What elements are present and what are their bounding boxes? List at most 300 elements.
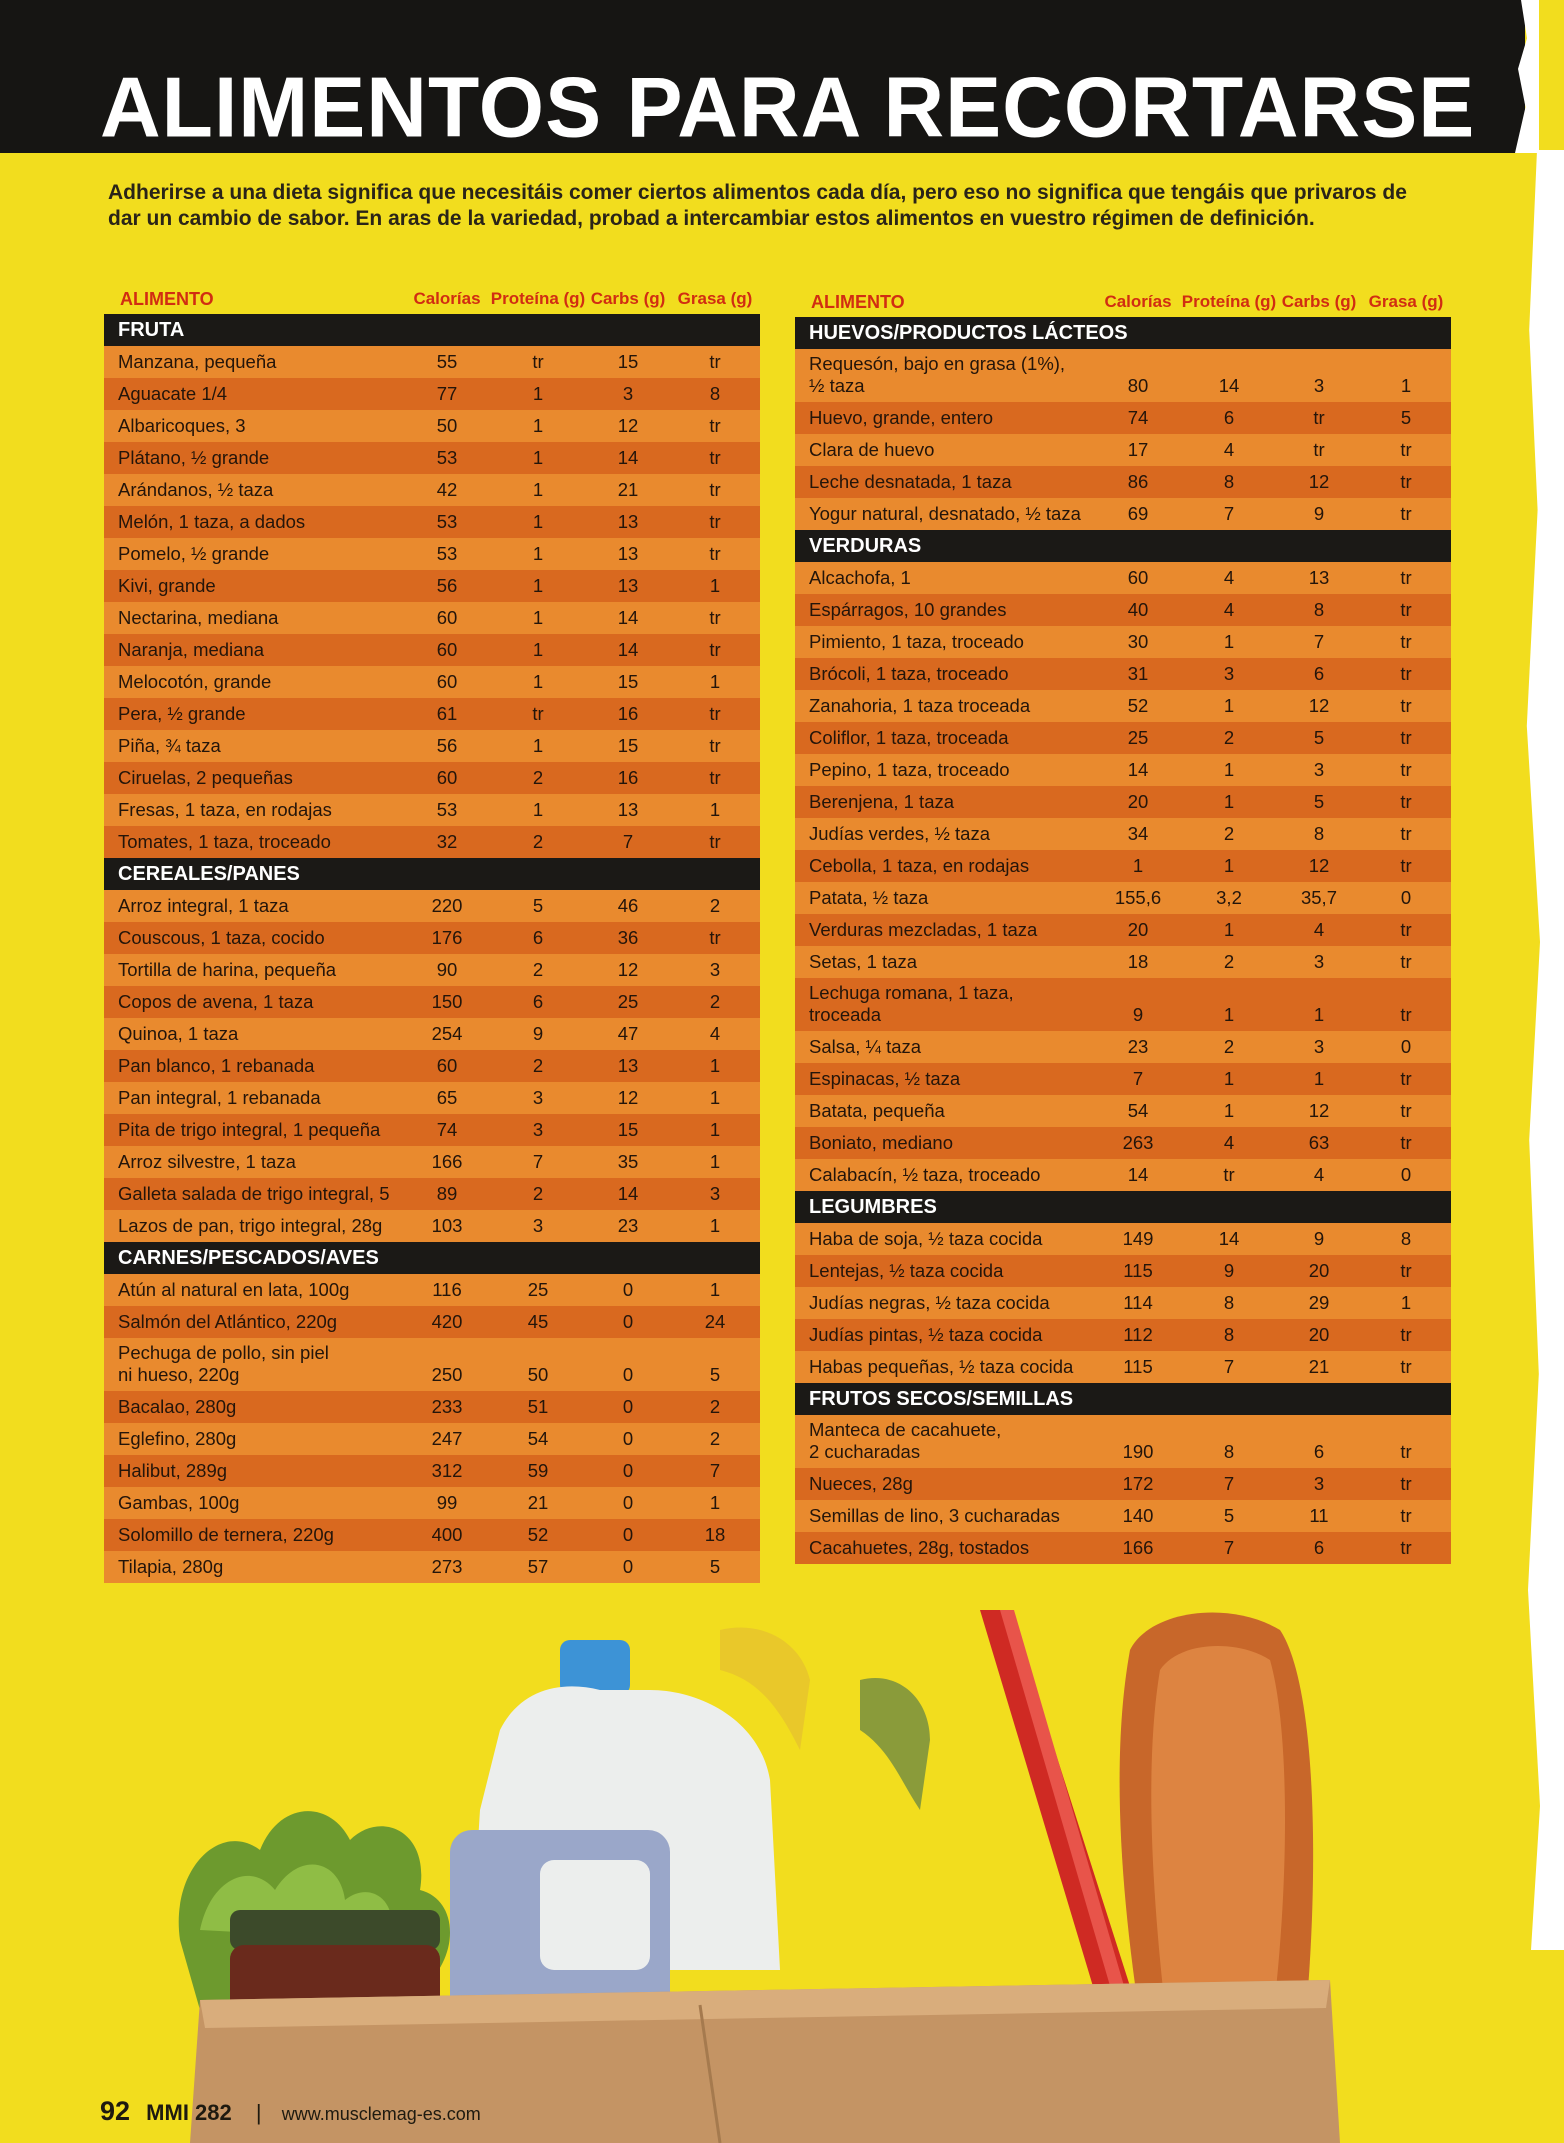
food-table-right <box>795 287 1451 1564</box>
nutrient-value: 1 <box>709 1087 721 1108</box>
nutrient-value: 20 <box>1127 791 1149 812</box>
nutrient-value: 1 <box>1223 1100 1235 1121</box>
nutrient-value: 116 <box>432 1279 462 1300</box>
nutrient-value: 2 <box>1223 951 1235 972</box>
food-name: Habas pequeñas, ½ taza cocida <box>809 1356 1074 1377</box>
nutrient-value: 1 <box>1400 375 1412 396</box>
column-header: Grasa (g) <box>1368 292 1444 311</box>
food-name: Kivi, grande <box>118 575 216 596</box>
nutrient-value: 3 <box>1313 1473 1325 1494</box>
nutrient-value: 3 <box>1313 1036 1325 1057</box>
table-row <box>795 349 1451 402</box>
nutrient-value: 25 <box>1127 727 1149 748</box>
nutrient-value: 0 <box>1400 1164 1412 1185</box>
nutrient-value: 1 <box>709 1279 721 1300</box>
nutrient-value: 14 <box>1218 1228 1240 1249</box>
nutrient-value: 7 <box>1132 1068 1144 1089</box>
nutrient-value: 90 <box>436 959 458 980</box>
nutrient-value: 42 <box>436 479 458 500</box>
nutrient-value: 53 <box>436 447 458 468</box>
nutrient-value: 1 <box>1223 759 1235 780</box>
table-row <box>104 1519 760 1551</box>
table-row <box>104 762 760 794</box>
nutrient-value: 6 <box>1313 663 1325 684</box>
nutrient-value: 2 <box>532 959 544 980</box>
nutrient-value: tr <box>709 479 721 500</box>
nutrient-value: 6 <box>1313 1537 1325 1558</box>
section-header: LEGUMBRES <box>795 1191 1451 1223</box>
table-row <box>104 1391 760 1423</box>
nutrient-value: 1 <box>532 735 544 756</box>
nutrient-value: 8 <box>1313 599 1325 620</box>
nutrient-value: 2 <box>709 1428 721 1449</box>
table-row <box>104 634 760 666</box>
food-name: Espárragos, 10 grandes <box>809 599 1007 620</box>
nutrient-value: 12 <box>1308 1100 1330 1121</box>
nutrient-value: 21 <box>617 479 639 500</box>
table-row <box>795 786 1451 818</box>
website-url[interactable]: www.musclemag-es.com <box>281 2104 481 2124</box>
nutrient-value: 15 <box>617 1119 639 1140</box>
nutrient-value: 8 <box>1400 1228 1412 1249</box>
column-header: ALIMENTO <box>120 288 214 309</box>
nutrient-value: 3,2 <box>1216 887 1242 908</box>
table-row <box>104 1146 760 1178</box>
table-row <box>104 1178 760 1210</box>
nutrient-value: tr <box>1400 727 1412 748</box>
table-row <box>795 754 1451 786</box>
nutrient-value: 9 <box>532 1023 544 1044</box>
food-name: Coliflor, 1 taza, troceada <box>809 727 1009 748</box>
food-name: Galleta salada de trigo integral, 5 <box>118 1183 390 1204</box>
table-row <box>104 602 760 634</box>
table-row <box>795 1159 1451 1191</box>
nutrient-value: 20 <box>1308 1260 1330 1281</box>
food-name: Copos de avena, 1 taza <box>118 991 314 1012</box>
nutrient-value: tr <box>1400 695 1412 716</box>
nutrient-value: 60 <box>1127 567 1149 588</box>
food-name: Cebolla, 1 taza, en rodajas <box>809 855 1030 876</box>
nutrient-value: tr <box>1400 471 1412 492</box>
nutrient-value: 1 <box>709 1055 721 1076</box>
nutrient-value: 7 <box>532 1151 544 1172</box>
nutrient-value: tr <box>1400 1100 1412 1121</box>
nutrient-value: 52 <box>1127 695 1149 716</box>
nutrient-value: 4 <box>1313 1164 1325 1185</box>
table-row <box>104 666 760 698</box>
nutrient-value: 9 <box>1313 503 1325 524</box>
nutrient-value: 103 <box>431 1215 463 1236</box>
table-row <box>795 946 1451 978</box>
nutrient-value: 11 <box>1309 1505 1329 1526</box>
nutrient-value: 7 <box>1223 503 1235 524</box>
nutrient-value: 312 <box>431 1460 463 1481</box>
table-row <box>795 850 1451 882</box>
nutrient-value: 1 <box>1223 791 1235 812</box>
torn-edge-top <box>1509 0 1539 153</box>
nutrient-value: 1 <box>1313 1068 1325 1089</box>
table-row <box>795 1319 1451 1351</box>
nutrient-value: 1 <box>1223 695 1235 716</box>
nutrient-value: 3 <box>709 1183 721 1204</box>
nutrient-value: 40 <box>1127 599 1149 620</box>
nutrient-value: 32 <box>436 831 458 852</box>
nutrient-value: 1 <box>532 607 544 628</box>
food-name: Halibut, 289g <box>118 1460 228 1481</box>
nutrient-value: 5 <box>1313 791 1325 812</box>
nutrient-value: 16 <box>617 767 639 788</box>
nutrient-value: tr <box>1400 1505 1412 1526</box>
nutrient-value: 86 <box>1127 471 1149 492</box>
nutrient-value: 5 <box>1223 1505 1235 1526</box>
section-header: VERDURAS <box>795 530 1451 562</box>
food-name: Patata, ½ taza <box>809 887 929 908</box>
nutrient-value: tr <box>1400 791 1412 812</box>
nutrient-value: 8 <box>1223 1324 1235 1345</box>
nutrient-value: tr <box>1400 439 1412 460</box>
nutrient-value: 3 <box>1313 375 1325 396</box>
nutrient-value: tr <box>1400 503 1412 524</box>
nutrient-value: 34 <box>1127 823 1149 844</box>
food-name: Batata, pequeña <box>809 1100 945 1121</box>
nutrient-value: 190 <box>1122 1441 1154 1462</box>
table-row <box>795 626 1451 658</box>
column-header: Proteína (g) <box>490 289 586 308</box>
nutrient-value: 3 <box>532 1119 544 1140</box>
nutrient-value: 13 <box>617 1055 639 1076</box>
nutrient-value: 0 <box>622 1311 634 1332</box>
nutrient-value: 115 <box>1123 1356 1153 1377</box>
food-name: Lazos de pan, trigo integral, 28g <box>118 1215 383 1236</box>
nutrient-value: 1 <box>709 575 721 596</box>
food-name: Semillas de lino, 3 cucharadas <box>809 1505 1060 1526</box>
table-row <box>795 434 1451 466</box>
nutrient-value: 45 <box>527 1311 549 1332</box>
nutrient-value: 6 <box>1313 1441 1325 1462</box>
table-row <box>795 722 1451 754</box>
nutrient-value: 57 <box>527 1556 549 1577</box>
nutrient-value: tr <box>1313 407 1325 428</box>
nutrient-value: 9 <box>1223 1260 1235 1281</box>
nutrient-value: 1 <box>532 639 544 660</box>
food-name: Setas, 1 taza <box>809 951 917 972</box>
nutrient-value: 140 <box>1122 1505 1154 1526</box>
table-row <box>104 986 760 1018</box>
nutrient-value: 2 <box>532 767 544 788</box>
food-name: Bacalao, 280g <box>118 1396 237 1417</box>
nutrient-value: 8 <box>709 383 721 404</box>
food-name: Pechuga de pollo, sin piel ni hueso, 220g <box>118 1342 329 1385</box>
nutrient-value: 2 <box>709 991 721 1012</box>
nutrient-value: 12 <box>617 415 639 436</box>
nutrient-value: 31 <box>1127 663 1149 684</box>
nutrient-value: 30 <box>1127 631 1149 652</box>
nutrient-value: 65 <box>436 1087 458 1108</box>
nutrient-value: 2 <box>1223 823 1235 844</box>
nutrient-value: 20 <box>1308 1324 1330 1345</box>
food-name: Berenjena, 1 taza <box>809 791 955 812</box>
nutrient-value: 0 <box>622 1428 634 1449</box>
nutrient-value: 1 <box>709 1151 721 1172</box>
nutrient-value: 155,6 <box>1114 887 1162 908</box>
food-table-left <box>104 284 760 1583</box>
nutrient-value: 112 <box>1123 1324 1153 1345</box>
food-name: Pomelo, ½ grande <box>118 543 270 564</box>
nutrient-value: 1 <box>1223 1004 1235 1025</box>
food-name: Boniato, mediano <box>809 1132 953 1153</box>
nutrient-value: 1 <box>709 671 721 692</box>
food-name: Brócoli, 1 taza, troceado <box>809 663 1009 684</box>
table-row <box>104 378 760 410</box>
nutrient-value: tr <box>1400 1260 1412 1281</box>
nutrient-value: 60 <box>436 767 458 788</box>
nutrient-value: 8 <box>1223 1292 1235 1313</box>
intro-paragraph: Adherirse a una dieta significa que necesitáis comer ciertos alimentos cada día, pero eso no significa que tengáis que privaros de dar un cambio de sabor. En aras de la variedad, probad a intercambiar estos alimentos en vuestro régimen de definición. <box>108 181 1407 230</box>
section-header: CARNES/PESCADOS/AVES <box>104 1242 760 1274</box>
nutrient-value: 115 <box>1123 1260 1153 1281</box>
food-name: Cacahuetes, 28g, tostados <box>809 1537 1030 1558</box>
table-row <box>795 1532 1451 1564</box>
food-name: Melocotón, grande <box>118 671 272 692</box>
nutrient-value: 24 <box>704 1311 726 1332</box>
nutrient-value: 0 <box>622 1279 634 1300</box>
nutrient-value: 1 <box>532 415 544 436</box>
nutrient-value: tr <box>1400 759 1412 780</box>
page-number: 92 <box>100 2096 131 2126</box>
nutrient-value: 20 <box>1127 919 1149 940</box>
section-header: FRUTOS SECOS/SEMILLAS <box>795 1383 1451 1415</box>
nutrient-value: 14 <box>617 607 639 628</box>
nutrient-value: 254 <box>431 1023 463 1044</box>
nutrient-value: tr <box>1400 919 1412 940</box>
column-header: Carbs (g) <box>590 289 666 308</box>
table-row <box>795 914 1451 946</box>
nutrient-value: 74 <box>436 1119 458 1140</box>
food-name: Pera, ½ grande <box>118 703 246 724</box>
food-name: Pan blanco, 1 rebanada <box>118 1055 315 1076</box>
table-row <box>795 1063 1451 1095</box>
nutrient-value: 400 <box>431 1524 463 1545</box>
nutrient-value: tr <box>709 927 721 948</box>
table-row <box>104 730 760 762</box>
table-row <box>104 538 760 570</box>
nutrient-value: tr <box>709 447 721 468</box>
column-header: Calorías <box>413 289 481 308</box>
nutrient-value: 53 <box>436 543 458 564</box>
grocery-bag-illustration <box>0 1610 1564 2143</box>
nutrient-value: 3 <box>532 1087 544 1108</box>
food-name: Fresas, 1 taza, en rodajas <box>118 799 332 820</box>
food-name: Melón, 1 taza, a dados <box>118 511 306 532</box>
nutrient-value: 54 <box>1127 1100 1149 1121</box>
nutrient-value: tr <box>709 511 721 532</box>
food-name: Judías pintas, ½ taza cocida <box>809 1324 1043 1345</box>
nutrient-value: 2 <box>532 1183 544 1204</box>
nutrient-value: tr <box>1400 823 1412 844</box>
nutrient-value: 2 <box>709 895 721 916</box>
nutrient-value: 5 <box>1400 407 1412 428</box>
table-row <box>795 1255 1451 1287</box>
table-row <box>795 1468 1451 1500</box>
table-row <box>795 594 1451 626</box>
nutrient-value: 14 <box>617 639 639 660</box>
table-row <box>104 954 760 986</box>
food-name: Eglefino, 280g <box>118 1428 237 1449</box>
table-row <box>104 1210 760 1242</box>
table-row <box>795 402 1451 434</box>
food-name: Manzana, pequeña <box>118 351 277 372</box>
nutrient-value: 69 <box>1127 503 1149 524</box>
food-name: Haba de soja, ½ taza cocida <box>809 1228 1043 1249</box>
nutrient-value: 23 <box>617 1215 639 1236</box>
nutrient-value: 12 <box>1308 695 1330 716</box>
nutrient-value: 4 <box>1223 439 1235 460</box>
table-row <box>104 1423 760 1455</box>
table-row <box>795 1500 1451 1532</box>
table-row <box>104 506 760 538</box>
section-header: CEREALES/PANES <box>104 858 760 890</box>
nutrient-value: 1 <box>1132 855 1144 876</box>
nutrient-value: 4 <box>1223 599 1235 620</box>
nutrient-value: 15 <box>617 735 639 756</box>
nutrient-value: 0 <box>622 1460 634 1481</box>
nutrient-value: 172 <box>1122 1473 1154 1494</box>
nutrient-value: 8 <box>1313 823 1325 844</box>
nutrient-value: 89 <box>436 1183 458 1204</box>
nutrient-value: 150 <box>431 991 463 1012</box>
nutrient-value: 14 <box>1127 1164 1149 1185</box>
table-row <box>795 498 1451 530</box>
table-row <box>104 1551 760 1583</box>
food-name: Piña, ¾ taza <box>118 735 221 756</box>
nutrient-value: tr <box>1400 1473 1412 1494</box>
nutrient-value: 1 <box>1223 855 1235 876</box>
food-name: Salsa, ¼ taza <box>809 1036 922 1057</box>
table-row <box>795 1351 1451 1383</box>
nutrient-value: 54 <box>527 1428 549 1449</box>
nutrient-value: 6 <box>532 991 544 1012</box>
nutrient-value: tr <box>1400 599 1412 620</box>
nutrient-value: 50 <box>436 415 458 436</box>
food-name: Quinoa, 1 taza <box>118 1023 239 1044</box>
nutrient-value: tr <box>709 831 721 852</box>
nutrient-value: tr <box>1313 439 1325 460</box>
nutrient-value: 114 <box>1123 1292 1153 1313</box>
table-row <box>104 346 760 378</box>
nutrient-value: 176 <box>431 927 463 948</box>
nutrient-value: 13 <box>1308 567 1330 588</box>
section-header: FRUTA <box>104 314 760 346</box>
nutrient-value: 4 <box>1223 1132 1235 1153</box>
food-name: Aguacate 1/4 <box>118 383 228 404</box>
nutrient-value: 0 <box>622 1524 634 1545</box>
food-name: Albaricoques, 3 <box>118 415 246 436</box>
food-name: Atún al natural en lata, 100g <box>118 1279 350 1300</box>
nutrient-value: 14 <box>617 447 639 468</box>
nutrient-value: 1 <box>1223 1068 1235 1089</box>
food-name: Solomillo de ternera, 220g <box>118 1524 334 1545</box>
table-row <box>795 818 1451 850</box>
nutrient-value: 23 <box>1127 1036 1149 1057</box>
nutrient-value: 1 <box>532 799 544 820</box>
food-name: Nueces, 28g <box>809 1473 913 1494</box>
table-row <box>104 1050 760 1082</box>
nutrient-value: tr <box>1400 1068 1412 1089</box>
food-name: Couscous, 1 taza, cocido <box>118 927 325 948</box>
table-row <box>104 698 760 730</box>
table-row <box>795 562 1451 594</box>
nutrient-value: 1 <box>709 1492 721 1513</box>
nutrient-value: 1 <box>532 671 544 692</box>
nutrient-value: 1 <box>709 1119 721 1140</box>
nutrient-value: tr <box>1223 1164 1235 1185</box>
nutrient-value: 56 <box>436 735 458 756</box>
food-name: Tomates, 1 taza, troceado <box>118 831 331 852</box>
table-row <box>795 1095 1451 1127</box>
column-header: Proteína (g) <box>1181 292 1277 311</box>
nutrient-value: 60 <box>436 1055 458 1076</box>
food-name: Clara de huevo <box>809 439 935 460</box>
nutrient-value: 5 <box>532 895 544 916</box>
table-row <box>795 1287 1451 1319</box>
nutrient-value: 7 <box>1223 1537 1235 1558</box>
table-row <box>104 1274 760 1306</box>
food-name: Gambas, 100g <box>118 1492 240 1513</box>
table-row <box>795 1031 1451 1063</box>
nutrient-value: 16 <box>617 703 639 724</box>
nutrient-value: 25 <box>527 1279 549 1300</box>
food-name: Calabacín, ½ taza, troceado <box>809 1164 1041 1185</box>
nutrient-value: 4 <box>1223 567 1235 588</box>
nutrient-value: 50 <box>527 1364 549 1385</box>
nutrient-value: 149 <box>1122 1228 1154 1249</box>
nutrient-value: 0 <box>622 1492 634 1513</box>
nutrient-value: 7 <box>1223 1473 1235 1494</box>
nutrient-value: 220 <box>431 895 463 916</box>
nutrient-value: tr <box>709 607 721 628</box>
nutrient-value: 2 <box>532 1055 544 1076</box>
nutrient-value: tr <box>709 639 721 660</box>
nutrient-value: 13 <box>617 575 639 596</box>
nutrient-value: tr <box>1400 1004 1412 1025</box>
nutrient-value: 3 <box>532 1215 544 1236</box>
nutrient-value: 60 <box>436 671 458 692</box>
nutrient-value: tr <box>1400 1356 1412 1377</box>
nutrient-value: 25 <box>617 991 639 1012</box>
nutrient-value: 74 <box>1127 407 1149 428</box>
nutrient-value: 12 <box>1308 855 1330 876</box>
food-name: Lechuga romana, 1 taza, troceada <box>809 982 1014 1025</box>
nutrient-value: 12 <box>1308 471 1330 492</box>
table-row <box>104 1306 760 1338</box>
nutrient-value: 2 <box>709 1396 721 1417</box>
nutrient-value: 0 <box>1400 887 1412 908</box>
nutrient-value: 1 <box>1223 631 1235 652</box>
nutrient-value: tr <box>1400 663 1412 684</box>
nutrient-value: 61 <box>436 703 458 724</box>
table-row <box>104 826 760 858</box>
nutrient-value: 52 <box>527 1524 549 1545</box>
nutrient-value: 13 <box>617 511 639 532</box>
nutrient-value: 56 <box>436 575 458 596</box>
nutrient-value: tr <box>709 703 721 724</box>
nutrient-value: 14 <box>617 1183 639 1204</box>
food-name: Requesón, bajo en grasa (1%), ½ taza <box>809 353 1066 396</box>
nutrient-value: 0 <box>622 1556 634 1577</box>
table-row <box>104 1018 760 1050</box>
nutrient-value: 1 <box>532 575 544 596</box>
nutrient-value: 53 <box>436 511 458 532</box>
